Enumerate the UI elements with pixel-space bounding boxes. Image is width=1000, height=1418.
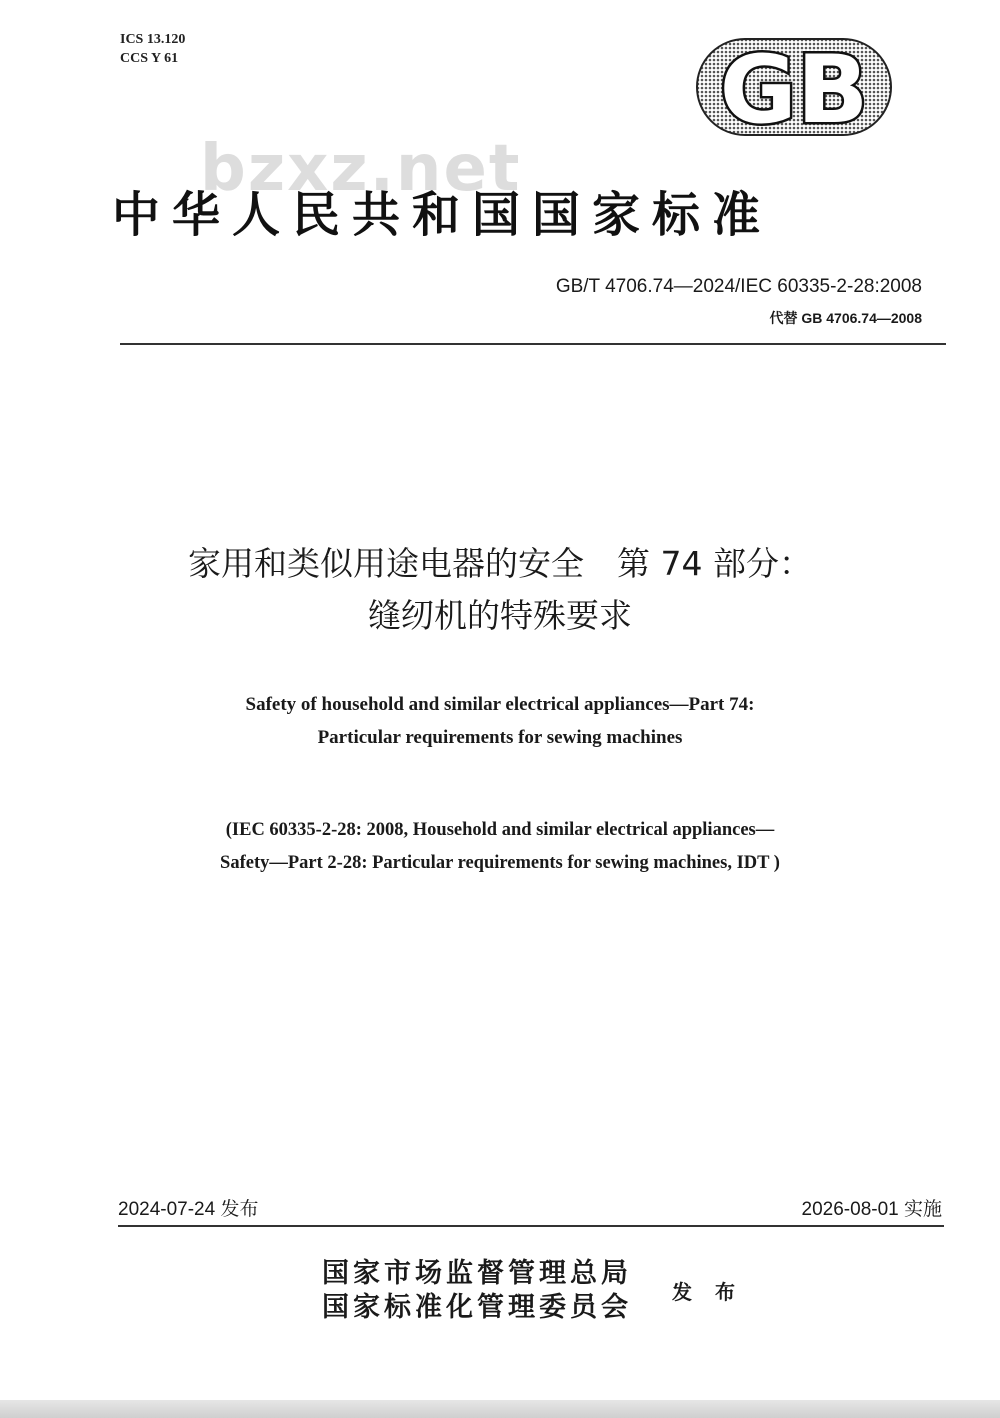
ccs-code: CCS Y 61	[120, 51, 179, 66]
ics-code: ICS 13.120	[120, 32, 186, 47]
chinese-title-line1: 家用和类似用途电器的安全 第 74 部分：	[188, 544, 812, 583]
english-title	[60, 688, 940, 754]
english-title-line1: Safety of household and similar electrical appliances—Part 74:	[245, 694, 755, 715]
issuer-samr: 国家市场监督管理总局	[322, 1258, 632, 1289]
english-title-line2: Particular requirements for sewing machines	[317, 727, 683, 748]
chinese-title-line2: 缝纫机的特殊要求	[368, 596, 632, 635]
gb-logo-icon	[696, 38, 892, 136]
publication-date: 2024-07-24 发布	[118, 1199, 259, 1220]
national-standard-title: 中华人民共和国国家标准	[112, 187, 773, 243]
iec-reference	[60, 814, 940, 880]
footer-divider	[118, 1225, 944, 1227]
gb-logo-text: GB	[719, 38, 869, 136]
page-bottom-edge	[0, 1400, 1000, 1418]
chinese-title	[60, 538, 940, 642]
issue-label: 发 布	[672, 1280, 743, 1304]
watermark: bzxz.net	[200, 132, 522, 206]
classification-block	[120, 30, 185, 68]
iec-reference-line1: (IEC 60335-2-28: 2008, Household and similar electrical appliances—	[225, 820, 775, 840]
implementation-date: 2026-08-01 实施	[801, 1199, 942, 1220]
issuer-sac: 国家标准化管理委员会	[322, 1292, 632, 1323]
header-divider	[120, 343, 946, 345]
replaces-standard: 代替 GB 4706.74—2008	[769, 310, 922, 326]
standard-number: GB/T 4706.74—2024/IEC 60335-2-28:2008	[555, 276, 922, 297]
iec-reference-line2: Safety—Part 2-28: Particular requirements for sewing machines, IDT )	[220, 853, 780, 873]
issuing-authorities	[322, 1257, 632, 1325]
